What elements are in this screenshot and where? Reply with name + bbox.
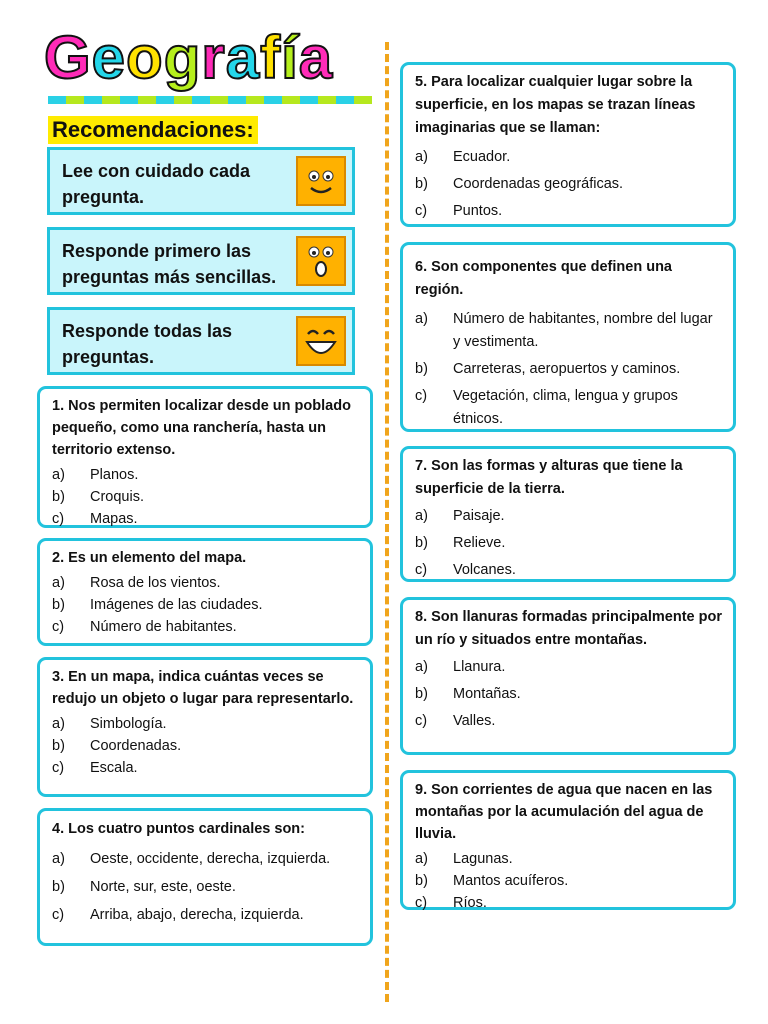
recommendation-box: [47, 227, 355, 295]
page-title: [44, 24, 334, 91]
title-letter: í: [281, 24, 299, 91]
answer-option[interactable]: a) Número de habitantes, nombre del lugar y vestimenta.: [415, 311, 713, 350]
answer-option[interactable]: c) Ríos.: [415, 895, 487, 911]
question-text: 8. Son llanuras formadas principalmente por un río y situados entre montañas.: [415, 609, 722, 648]
answer-option[interactable]: c) Vegetación, clima, lengua y grupos étnicos.: [415, 388, 678, 427]
title-stripe: [48, 96, 372, 104]
question-card: [400, 446, 736, 582]
answer-option[interactable]: b) Mantos acuíferos.: [415, 873, 569, 889]
answer-option[interactable]: c) Escala.: [52, 760, 138, 776]
title-letter: a: [298, 24, 334, 91]
recommendation-text: Responde todas las preguntas.: [62, 321, 233, 367]
question-text: 5. Para localizar cualquier lugar sobre la superficie, en los mapas se trazan líneas imaginarias que se llaman:: [415, 74, 696, 136]
title-letter: a: [225, 24, 261, 91]
grin-face-icon: [296, 316, 346, 366]
answer-option[interactable]: b) Imágenes de las ciudades.: [52, 597, 263, 613]
title-letter: g: [163, 24, 202, 91]
answer-option[interactable]: a) Llanura.: [415, 659, 506, 675]
answer-option[interactable]: c) Arriba, abajo, derecha, izquierda.: [52, 907, 304, 923]
question-text: 9. Son corrientes de agua que nacen en las montañas por la acumulación del agua de lluvia.: [415, 782, 713, 842]
recommendation-box: [47, 147, 355, 215]
question-card: [400, 597, 736, 755]
question-text: 3. En un mapa, indica cuántas veces se redujo un objeto o lugar para representarlo.: [52, 669, 354, 707]
title-letter: G: [44, 24, 92, 91]
recommendation-box: [47, 307, 355, 375]
answer-option[interactable]: a) Ecuador.: [415, 149, 511, 165]
question-text: 2. Es un elemento del mapa.: [52, 550, 247, 566]
title-letter: o: [126, 24, 164, 91]
title-letter: e: [91, 24, 127, 91]
question-text: 7. Son las formas y alturas que tiene la superficie de la tierra.: [415, 458, 683, 497]
answer-option[interactable]: b) Montañas.: [415, 686, 521, 702]
question-card: [37, 386, 373, 528]
answer-option[interactable]: b) Carreteras, aeropuertos y caminos.: [415, 361, 681, 377]
smile-face-icon: [296, 156, 346, 206]
answer-option[interactable]: b) Coordenadas geográficas.: [415, 176, 624, 192]
answer-option[interactable]: a) Paisaje.: [415, 508, 505, 524]
answer-option[interactable]: a) Rosa de los vientos.: [52, 575, 221, 591]
question-card: [37, 808, 373, 946]
answer-option[interactable]: c) Número de habitantes.: [52, 619, 237, 635]
column-divider: [385, 42, 389, 1002]
recommendations-heading: Recomendaciones:: [48, 116, 258, 144]
recommendation-text: Lee con cuidado cada pregunta.: [62, 161, 251, 207]
answer-option[interactable]: c) Volcanes.: [415, 562, 516, 578]
answer-option[interactable]: a) Planos.: [52, 467, 139, 483]
question-card: [37, 538, 373, 646]
question-text: 4. Los cuatro puntos cardinales son:: [52, 821, 305, 837]
answer-option[interactable]: b) Croquis.: [52, 489, 144, 505]
answer-option[interactable]: b) Norte, sur, este, oeste.: [52, 879, 236, 895]
answer-option[interactable]: c) Puntos.: [415, 203, 503, 219]
answer-option[interactable]: a) Oeste, occidente, derecha, izquierda.: [52, 851, 331, 867]
answer-option[interactable]: c) Valles.: [415, 713, 496, 729]
surprised-face-icon: [296, 236, 346, 286]
answer-option[interactable]: a) Simbología.: [52, 716, 167, 732]
answer-option[interactable]: b) Coordenadas.: [52, 738, 182, 754]
title-letter: f: [260, 24, 282, 91]
answer-option[interactable]: c) Mapas.: [52, 511, 138, 527]
answer-option[interactable]: a) Lagunas.: [415, 851, 513, 867]
question-text: 1. Nos permiten localizar desde un poblado pequeño, como una ranchería, hasta un territorio extenso.: [52, 398, 351, 458]
question-card: [37, 657, 373, 797]
question-card: [400, 770, 736, 910]
question-card: [400, 242, 736, 432]
question-card: [400, 62, 736, 227]
question-text: 6. Son componentes que definen una región.: [415, 259, 672, 298]
title-letter: r: [201, 24, 226, 91]
answer-option[interactable]: b) Relieve.: [415, 535, 506, 551]
recommendation-text: Responde primero las preguntas más sencillas.: [62, 241, 277, 287]
